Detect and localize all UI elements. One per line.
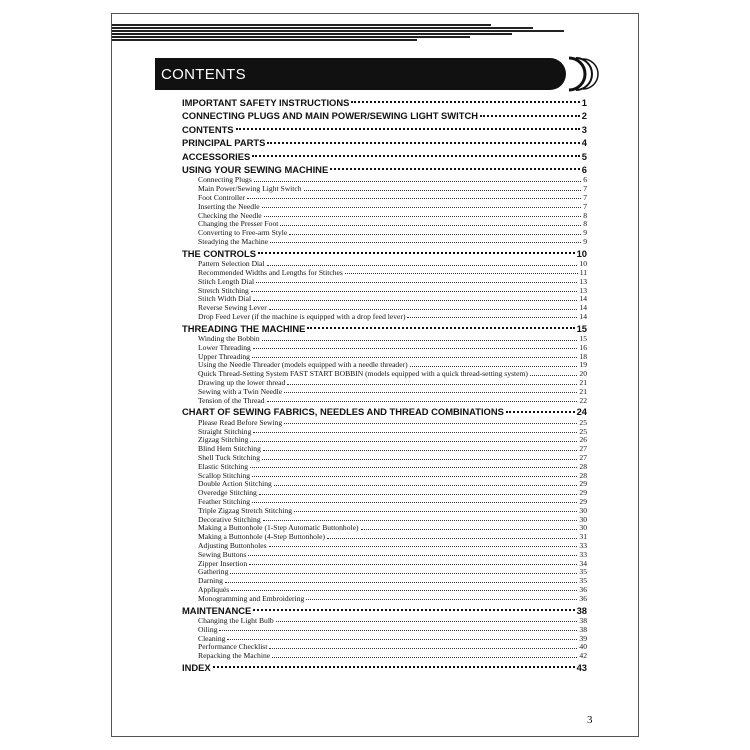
toc-subentry bbox=[182, 463, 587, 472]
dot-leader bbox=[252, 353, 577, 358]
toc-entry-label: PRINCIPAL PARTS bbox=[182, 137, 266, 149]
toc-entry-label: Zipper Insertion bbox=[198, 559, 248, 568]
toc-entry-page: 29 bbox=[579, 498, 587, 507]
toc-entry-label: Drawing up the lower thread bbox=[198, 379, 286, 388]
toc-section-entry bbox=[182, 247, 587, 260]
dot-leader bbox=[330, 163, 580, 170]
dot-leader bbox=[227, 635, 577, 640]
toc-subentry bbox=[182, 203, 587, 212]
toc-entry-label: Foot Controller bbox=[198, 193, 246, 202]
toc-entry-label: Quick Thread-Setting System FAST START BOBBIN (models equipped with a quick thread-setting system) bbox=[198, 370, 528, 379]
toc-entry-label: Adjusting Buttonholes bbox=[198, 542, 267, 550]
toc-section-entry bbox=[182, 661, 587, 674]
toc-entry-page: 30 bbox=[579, 524, 587, 533]
dot-leader bbox=[253, 428, 577, 433]
toc-entry-page: 21 bbox=[579, 387, 587, 396]
toc-entry-page: 25 bbox=[579, 427, 587, 436]
toc-subentry bbox=[182, 568, 587, 577]
dot-leader bbox=[253, 295, 577, 300]
toc-entry-label: Winding the Bobbin bbox=[198, 335, 260, 344]
toc-entry-page: 38 bbox=[579, 625, 587, 634]
toc-subentry bbox=[182, 652, 587, 661]
dot-leader bbox=[262, 454, 577, 459]
toc-section-entry bbox=[182, 604, 587, 617]
toc-entry-label: Darning bbox=[198, 577, 223, 586]
toc-entry-page: 36 bbox=[579, 585, 587, 594]
toc-subentry bbox=[182, 361, 587, 370]
dot-leader bbox=[327, 533, 577, 538]
toc-entry-label: Monogramming and Embroidering bbox=[198, 594, 305, 603]
toc-entry-label: Appliqués bbox=[198, 585, 230, 594]
dot-leader bbox=[253, 604, 574, 611]
toc-entry-page: 33 bbox=[579, 550, 587, 559]
dot-leader bbox=[247, 194, 581, 199]
dot-leader bbox=[230, 568, 577, 573]
toc-entry-page: 10 bbox=[579, 260, 587, 269]
toc-subentry bbox=[182, 238, 587, 247]
toc-subentry bbox=[182, 524, 587, 533]
toc-entry-label: Upper Threading bbox=[198, 352, 250, 361]
toc-entry-label: MAINTENANCE bbox=[182, 604, 252, 616]
dot-leader bbox=[264, 212, 582, 217]
toc-section-entry bbox=[182, 109, 587, 122]
toc-subentry bbox=[182, 489, 587, 498]
dot-leader bbox=[407, 313, 577, 318]
toc-entry-label: Tension of the Thread bbox=[198, 396, 265, 405]
toc-subentry bbox=[182, 185, 587, 194]
toc-entry-label: Scallop Stitching bbox=[198, 471, 251, 480]
dot-leader bbox=[506, 405, 575, 412]
toc-entry-page: 11 bbox=[579, 268, 587, 277]
dot-leader bbox=[274, 480, 578, 485]
toc-entry-label: Gathering bbox=[198, 568, 229, 577]
dot-leader bbox=[480, 109, 580, 116]
toc-entry-page: 38 bbox=[576, 604, 587, 616]
toc-entry-page: 29 bbox=[579, 480, 587, 489]
toc-subentry bbox=[182, 626, 587, 635]
toc-subentry bbox=[182, 344, 587, 353]
toc-entry-label: Stitch Width Dial bbox=[198, 295, 252, 304]
toc-entry-page: 43 bbox=[576, 661, 587, 673]
toc-subentry bbox=[182, 516, 587, 525]
dot-leader bbox=[345, 269, 578, 274]
toc-entry-label: Zigzag Stitching bbox=[198, 436, 249, 445]
dot-leader bbox=[262, 203, 582, 208]
dot-leader bbox=[225, 577, 578, 582]
toc-subentry bbox=[182, 498, 587, 507]
toc-entry-label: Triple Zigzag Stretch Stitching bbox=[198, 506, 292, 515]
toc-entry-label: Please Read Before Sewing bbox=[198, 418, 283, 427]
dot-leader bbox=[270, 238, 581, 243]
toc-entry-page: 15 bbox=[579, 335, 587, 344]
dot-leader bbox=[259, 489, 578, 494]
page-title: CONTENTS bbox=[161, 65, 246, 83]
toc-entry-page: 30 bbox=[579, 515, 587, 524]
toc-entry-page: 42 bbox=[579, 652, 587, 661]
toc-entry-page: 18 bbox=[579, 352, 587, 361]
toc-subentry bbox=[182, 313, 587, 322]
dot-leader bbox=[267, 397, 578, 402]
toc-entry-label: Shell Tuck Stitching bbox=[198, 454, 261, 463]
toc-entry-label: Cleaning bbox=[198, 634, 226, 643]
toc-subentry bbox=[182, 194, 587, 203]
toc-entry-label: CONTENTS bbox=[182, 123, 234, 135]
toc-entry-label: Drop Feed Lever (if the machine is equipped with a drop feed lever) bbox=[198, 312, 406, 321]
toc-entry-page: 7 bbox=[583, 193, 587, 202]
dot-leader bbox=[250, 463, 577, 468]
toc-subentry bbox=[182, 397, 587, 406]
toc-subentry bbox=[182, 278, 587, 287]
dot-leader bbox=[256, 278, 577, 283]
toc-entry-label: Feather Stitching bbox=[198, 498, 251, 507]
toc-entry-page: 6 bbox=[581, 163, 587, 175]
toc-entry-page: 2 bbox=[581, 110, 587, 122]
toc-entry-label: Reverse Sewing Lever bbox=[198, 304, 267, 313]
dot-leader bbox=[280, 220, 581, 225]
toc-entry-page: 30 bbox=[579, 506, 587, 515]
toc-subentry bbox=[182, 542, 587, 551]
dot-leader bbox=[236, 123, 580, 130]
toc-entry-page: 35 bbox=[579, 577, 587, 586]
toc-subentry bbox=[182, 507, 587, 516]
toc-entry-page: 39 bbox=[579, 634, 587, 643]
toc-subentry bbox=[182, 370, 587, 379]
header-decoration-bars bbox=[112, 24, 638, 44]
toc-entry-page: 15 bbox=[576, 322, 587, 334]
toc-entry-page: 33 bbox=[579, 542, 587, 550]
dot-leader bbox=[410, 361, 578, 366]
toc-entry-page: 8 bbox=[583, 211, 587, 220]
toc-subentry bbox=[182, 260, 587, 269]
dot-leader bbox=[248, 551, 577, 556]
toc-entry-page: 36 bbox=[579, 594, 587, 603]
toc-entry-label: Connecting Plugs bbox=[198, 176, 252, 185]
dot-leader bbox=[252, 498, 577, 503]
toc-subentry bbox=[182, 480, 587, 489]
toc-entry-label: Steadying the Machine bbox=[198, 237, 269, 246]
toc-entry-label: USING YOUR SEWING MACHINE bbox=[182, 163, 329, 175]
toc-entry-label: ACCESSORIES bbox=[182, 150, 251, 162]
dot-leader bbox=[258, 247, 575, 254]
dot-leader bbox=[263, 445, 578, 450]
toc-entry-page: 28 bbox=[579, 471, 587, 480]
toc-entry-label: Oiling bbox=[198, 625, 218, 634]
toc-subentry bbox=[182, 353, 587, 362]
toc-entry-label: Straight Stitching bbox=[198, 427, 252, 436]
dot-leader bbox=[252, 150, 580, 157]
toc-entry-label: THE CONTROLS bbox=[182, 247, 256, 259]
toc-entry-page: 27 bbox=[579, 445, 587, 454]
dot-leader bbox=[284, 419, 577, 424]
toc-entry-page: 38 bbox=[579, 616, 587, 625]
toc-entry-page: 13 bbox=[579, 277, 587, 286]
toc-entry-page: 34 bbox=[579, 559, 587, 568]
dot-leader bbox=[252, 472, 577, 477]
toc-entry-page: 5 bbox=[581, 150, 587, 162]
dot-leader bbox=[287, 379, 577, 384]
toc-entry-label: Decorative Stitching bbox=[198, 515, 261, 524]
toc-entry-label: Converting to Free-arm Style bbox=[198, 229, 288, 238]
toc-entry-label: Blind Hem Stitching bbox=[198, 445, 261, 454]
toc-entry-page: 31 bbox=[579, 533, 587, 542]
toc-section-entry bbox=[182, 163, 587, 176]
dot-leader bbox=[254, 176, 581, 181]
toc-entry-label: Lower Threading bbox=[198, 343, 251, 352]
toc-subentry bbox=[182, 586, 587, 595]
toc-entry-label: Overedge Stitching bbox=[198, 489, 257, 498]
toc-entry-label: CHART OF SEWING FABRICS, NEEDLES AND THREAD COMBINATIONS bbox=[182, 406, 504, 418]
toc-entry-page: 14 bbox=[579, 304, 587, 313]
dot-leader bbox=[269, 304, 578, 309]
toc-subentry bbox=[182, 428, 587, 437]
toc-subentry bbox=[182, 269, 587, 278]
banner-arc-icon bbox=[567, 56, 601, 92]
toc-entry-label: Performance Checklist bbox=[198, 643, 268, 652]
toc-entry-page: 26 bbox=[579, 436, 587, 445]
dot-leader bbox=[284, 388, 577, 393]
toc-entry-page: 7 bbox=[583, 202, 587, 211]
dot-leader bbox=[304, 185, 582, 190]
toc-entry-page: 9 bbox=[583, 237, 587, 246]
toc-entry-label: THREADING THE MACHINE bbox=[182, 322, 306, 334]
toc-subentry bbox=[182, 304, 587, 313]
toc-entry-page: 3 bbox=[581, 123, 587, 135]
toc-entry-page: 35 bbox=[579, 568, 587, 577]
dot-leader bbox=[351, 96, 579, 103]
toc-section-entry bbox=[182, 322, 587, 335]
toc-subentry bbox=[182, 551, 587, 560]
dot-leader bbox=[361, 524, 578, 529]
toc-entry-label: Double Action Stitching bbox=[198, 480, 272, 489]
toc-entry-page: 20 bbox=[579, 370, 587, 379]
toc-entry-label: Sewing with a Twin Needle bbox=[198, 387, 283, 396]
dot-leader bbox=[276, 617, 578, 622]
toc-entry-label: Stretch Stitching bbox=[198, 286, 249, 295]
toc-entry-label: Recommended Widths and Lengths for Stitches bbox=[198, 268, 343, 277]
dot-leader bbox=[263, 516, 578, 521]
toc-entry-label: IMPORTANT SAFETY INSTRUCTIONS bbox=[182, 97, 350, 108]
toc-entry-label: Sewing Buttons bbox=[198, 550, 247, 559]
toc-section-entry bbox=[182, 96, 587, 109]
toc-entry-page: 21 bbox=[579, 379, 587, 388]
toc-subentry bbox=[182, 595, 587, 604]
toc-entry-page: 9 bbox=[583, 229, 587, 238]
toc-entry-page: 14 bbox=[579, 312, 587, 321]
toc-entry-label: Main Power/Sewing Light Switch bbox=[198, 185, 302, 194]
contents-banner bbox=[155, 58, 566, 90]
toc-entry-label: Making a Buttonhole (4-Step Buttonhole) bbox=[198, 533, 325, 542]
toc-subentry bbox=[182, 617, 587, 626]
toc-section-entry bbox=[182, 150, 587, 163]
toc-entry-page: 6 bbox=[583, 176, 587, 185]
toc-subentry bbox=[182, 335, 587, 344]
dot-leader bbox=[267, 136, 579, 143]
toc-subentry bbox=[182, 419, 587, 428]
dot-leader bbox=[250, 436, 577, 441]
toc-entry-page: 19 bbox=[579, 361, 587, 370]
toc-entry-page: 25 bbox=[579, 418, 587, 427]
toc-entry-label: Using the Needle Threader (models equipped with a needle threader) bbox=[198, 361, 408, 370]
toc-entry-label: Stitch Length Dial bbox=[198, 277, 255, 286]
toc-entry-label: Checking the Needle bbox=[198, 211, 262, 220]
toc-subentry bbox=[182, 643, 587, 652]
dot-leader bbox=[272, 652, 577, 657]
toc-subentry bbox=[182, 533, 587, 542]
toc-subentry bbox=[182, 577, 587, 586]
toc-subentry bbox=[182, 445, 587, 454]
toc-subentry bbox=[182, 229, 587, 238]
dot-leader bbox=[231, 586, 577, 591]
toc-entry-label: Pattern Selection Dial bbox=[198, 260, 265, 269]
toc-subentry bbox=[182, 635, 587, 644]
toc-entry-label: Inserting the Needle bbox=[198, 202, 260, 211]
dot-leader bbox=[269, 542, 578, 547]
toc-subentry bbox=[182, 560, 587, 569]
toc-entry-page: 1 bbox=[581, 97, 587, 108]
dot-leader bbox=[213, 661, 575, 668]
toc-entry-label: Making a Buttonhole (1-Step Automatic Buttonhole) bbox=[198, 524, 359, 533]
toc-entry-page: 13 bbox=[579, 286, 587, 295]
toc-entry-page: 7 bbox=[583, 185, 587, 194]
toc-section-entry bbox=[182, 123, 587, 136]
dot-leader bbox=[530, 370, 577, 375]
dot-leader bbox=[289, 229, 581, 234]
toc-subentry bbox=[182, 388, 587, 397]
toc-subentry bbox=[182, 287, 587, 296]
toc-entry-page: 22 bbox=[579, 396, 587, 405]
toc-entry-page: 14 bbox=[579, 295, 587, 304]
toc-entry-label: Elastic Stitching bbox=[198, 462, 248, 471]
toc-subentry bbox=[182, 379, 587, 388]
toc-entry-page: 27 bbox=[579, 454, 587, 463]
toc-entry-page: 8 bbox=[583, 220, 587, 229]
toc-entry-page: 29 bbox=[579, 489, 587, 498]
toc-entry-page: 4 bbox=[581, 137, 587, 149]
toc-entry-page: 10 bbox=[576, 247, 587, 259]
toc-subentry bbox=[182, 295, 587, 304]
toc-section-entry bbox=[182, 405, 587, 418]
dot-leader bbox=[306, 595, 577, 600]
toc-entry-label: CONNECTING PLUGS AND MAIN POWER/SEWING LIGHT SWITCH bbox=[182, 110, 478, 122]
toc-subentry bbox=[182, 176, 587, 185]
dot-leader bbox=[249, 560, 577, 565]
page-number: 3 bbox=[587, 714, 593, 726]
dot-leader bbox=[251, 287, 578, 292]
toc-entry-label: Repacking the Machine bbox=[198, 652, 271, 661]
dot-leader bbox=[269, 643, 577, 648]
dot-leader bbox=[262, 335, 578, 340]
toc-subentry bbox=[182, 454, 587, 463]
dot-leader bbox=[294, 507, 577, 512]
dot-leader bbox=[267, 260, 578, 265]
dot-leader bbox=[253, 344, 578, 349]
table-of-contents bbox=[182, 96, 587, 674]
toc-section-entry bbox=[182, 136, 587, 149]
toc-entry-page: 40 bbox=[579, 643, 587, 652]
toc-entry-label: Changing the Presser Foot bbox=[198, 220, 279, 229]
toc-entry-page: 16 bbox=[579, 343, 587, 352]
toc-entry-label: Changing the Light Bulb bbox=[198, 616, 274, 625]
dot-leader bbox=[307, 322, 574, 329]
toc-subentry bbox=[182, 220, 587, 229]
toc-entry-page: 24 bbox=[576, 406, 587, 418]
toc-entry-label: INDEX bbox=[182, 661, 211, 673]
toc-entry-page: 28 bbox=[579, 462, 587, 471]
toc-subentry bbox=[182, 212, 587, 221]
toc-subentry bbox=[182, 436, 587, 445]
dot-leader bbox=[219, 626, 577, 631]
toc-subentry bbox=[182, 472, 587, 481]
manual-page bbox=[111, 13, 639, 737]
